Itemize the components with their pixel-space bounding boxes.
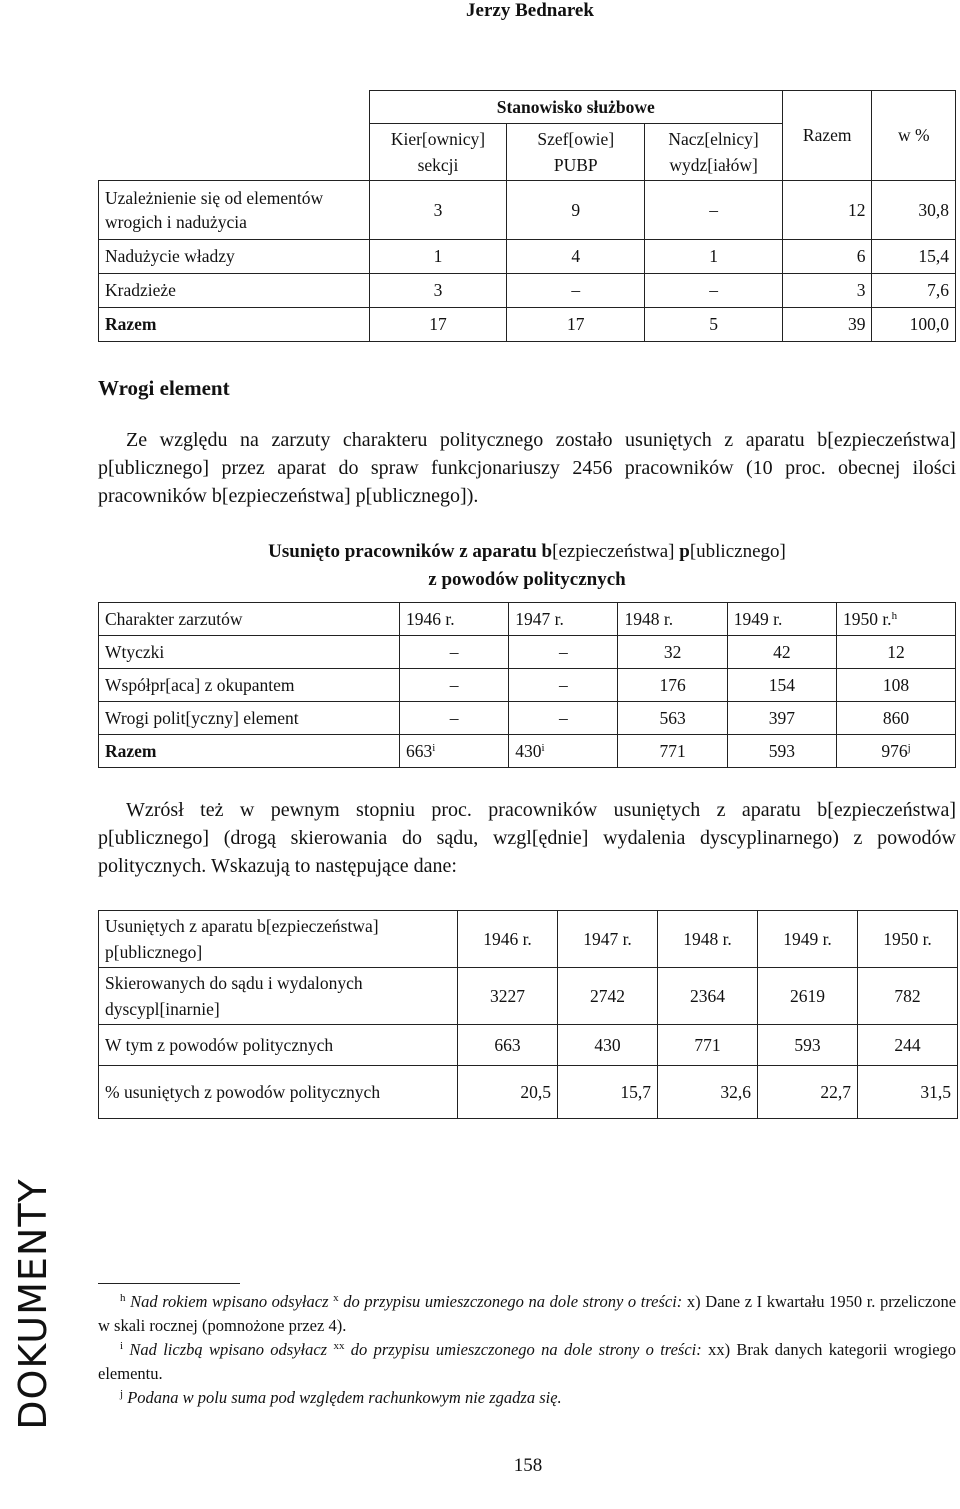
footnotes — [98, 1290, 956, 1410]
cell: 2364 — [658, 968, 758, 1025]
cell: 593 — [758, 1025, 858, 1066]
cell: 30,8 — [872, 181, 956, 240]
cell: 860 — [836, 702, 955, 735]
cell: 663$^i$ — [400, 735, 509, 768]
header-cell: 1949 r. — [727, 603, 836, 636]
cell: 31,5 — [858, 1066, 958, 1119]
row-label: Uzależnienie się od elementów wrogich i nadużycia — [99, 181, 370, 240]
cell: 12 — [836, 636, 955, 669]
cell: 5 — [645, 308, 783, 342]
cell: 4 — [507, 240, 645, 274]
table-row — [99, 669, 956, 702]
cell: 1950 r. — [858, 911, 958, 968]
row-label: Skierowanych do sądu i wydalonych dyscypl[inarnie] — [99, 968, 458, 1025]
cell: 782 — [858, 968, 958, 1025]
cell: 100,0 — [872, 308, 956, 342]
cell: – — [645, 274, 783, 308]
table-row-total — [99, 308, 956, 342]
header-kier: Kier[ownicy] sekcji — [369, 124, 507, 181]
cell: – — [507, 274, 645, 308]
footnote-j: $^j$ Podana w polu suma pod względem rachunkowym nie zgadza się. — [120, 1388, 562, 1407]
header-cell: 1947 r. — [509, 603, 618, 636]
header-nacz: Nacz[elnicy] wydz[iałów] — [645, 124, 783, 181]
header-cell: Charakter zarzutów — [99, 603, 400, 636]
row-label: Współpr[aca] z okupantem — [99, 669, 400, 702]
side-section-label: DOKUMENTY — [11, 1178, 55, 1430]
positions-table — [98, 90, 956, 342]
cell: 2742 — [558, 968, 658, 1025]
cell: 1949 r. — [758, 911, 858, 968]
cell: 1948 r. — [658, 911, 758, 968]
cell: 244 — [858, 1025, 958, 1066]
page-number: 158 — [513, 1455, 543, 1476]
cell: 3 — [782, 274, 872, 308]
group-header-stanowisko: Stanowisko służbowe — [369, 91, 782, 124]
header-razem: Razem — [782, 91, 872, 181]
cell: 15,7 — [558, 1066, 658, 1119]
cell: 39 — [782, 308, 872, 342]
cell: 1 — [369, 240, 507, 274]
cell: 430$^i$ — [509, 735, 618, 768]
cell: 397 — [727, 702, 836, 735]
row-label: Kradzieże — [99, 274, 370, 308]
table-row — [99, 911, 958, 968]
footnote-i: $^i$ Nad liczbą wpisano odsyłacz $^{xx}$ do przypisu umieszczonego na dole strony o treści: xx) Brak danych kategorii wrogiego elementu. — [98, 1340, 957, 1383]
cell: 17 — [369, 308, 507, 342]
cell: 430 — [558, 1025, 658, 1066]
cell: 563 — [618, 702, 727, 735]
cell: 7,6 — [872, 274, 956, 308]
row-label: Razem — [99, 308, 370, 342]
cell: – — [645, 181, 783, 240]
header-cell: 1946 r. — [400, 603, 509, 636]
cell: 42 — [727, 636, 836, 669]
header-cell: 1948 r. — [618, 603, 727, 636]
removed-employees-table — [98, 910, 958, 1119]
cell: 20,5 — [458, 1066, 558, 1119]
cell: 663 — [458, 1025, 558, 1066]
empty-corner-cell — [99, 91, 370, 181]
running-header: Jerzy Bednarek — [466, 0, 594, 21]
cell: 6 — [782, 240, 872, 274]
cell: 17 — [507, 308, 645, 342]
cell: 22,7 — [758, 1066, 858, 1119]
cell: – — [400, 702, 509, 735]
cell: 1946 r. — [458, 911, 558, 968]
cell: 176 — [618, 669, 727, 702]
cell: – — [509, 669, 618, 702]
cell: 2619 — [758, 968, 858, 1025]
cell: 3 — [369, 181, 507, 240]
cell: 771 — [618, 735, 727, 768]
table-row — [99, 240, 956, 274]
political-charges-table — [98, 602, 956, 768]
cell: – — [509, 702, 618, 735]
header-cell: 1950 r.$^h$ — [836, 603, 955, 636]
cell: 1 — [645, 240, 783, 274]
table-row — [99, 1066, 958, 1119]
row-label: W tym z powodów politycznych — [99, 1025, 458, 1066]
table-row — [99, 181, 956, 240]
table-row — [99, 1025, 958, 1066]
table-row — [99, 636, 956, 669]
cell: 1947 r. — [558, 911, 658, 968]
cell: 9 — [507, 181, 645, 240]
cell: 771 — [658, 1025, 758, 1066]
cell: 3227 — [458, 968, 558, 1025]
table-row — [99, 968, 958, 1025]
footnote-divider — [98, 1283, 240, 1284]
row-label: Usuniętych z aparatu b[ezpieczeństwa] p[ublicznego] — [99, 911, 458, 968]
section-title: Wrogi element — [98, 376, 230, 400]
table-header-row — [99, 603, 956, 636]
row-label: Razem — [99, 735, 400, 768]
table-row — [99, 274, 956, 308]
table-row-total — [99, 735, 956, 768]
cell: – — [509, 636, 618, 669]
table-row — [99, 702, 956, 735]
header-proc: w % — [872, 91, 956, 181]
cell: 15,4 — [872, 240, 956, 274]
table-caption: Usunięto pracowników z aparatu b[ezpieczeństwa] p[ublicznego] z powodów politycznych — [268, 541, 786, 590]
cell: 976$^j$ — [836, 735, 955, 768]
footnote-h: $^h$ Nad rokiem wpisano odsyłacz $^x$ do przypisu umieszczonego na dole strony o treści: x) Dane z I kwartału 1950 r. przeliczone w skali rocznej (pomnożone przez 4). — [98, 1292, 957, 1335]
paragraph: Wzrósł też w pewnym stopniu proc. pracowników usuniętych z aparatu b[ezpieczeństwa] p[ublicznego] (drogą skierowania do sądu, wzgl[ędnie] wydalenia dyscyplinarnego) z powodów politycznych. Wskazują to następujące dane: — [98, 799, 956, 877]
cell: 32,6 — [658, 1066, 758, 1119]
cell: – — [400, 669, 509, 702]
row-label: Nadużycie władzy — [99, 240, 370, 274]
cell: 12 — [782, 181, 872, 240]
cell: 154 — [727, 669, 836, 702]
cell: 593 — [727, 735, 836, 768]
row-label: Wtyczki — [99, 636, 400, 669]
header-szef: Szef[owie] PUBP — [507, 124, 645, 181]
cell: – — [400, 636, 509, 669]
cell: 108 — [836, 669, 955, 702]
cell: 3 — [369, 274, 507, 308]
paragraph: Ze względu na zarzuty charakteru politycznego zostało usuniętych z aparatu b[ezpieczeństwa] p[ublicznego] przez aparat do spraw funkcjonariuszy 2456 pracowników (10 proc. obecnej ilości pracowników b[ezpieczeństwa] p[ublicznego]). — [98, 429, 956, 507]
row-label: Wrogi polit[yczny] element — [99, 702, 400, 735]
row-label: % usuniętych z powodów politycznych — [99, 1066, 458, 1119]
cell: 32 — [618, 636, 727, 669]
